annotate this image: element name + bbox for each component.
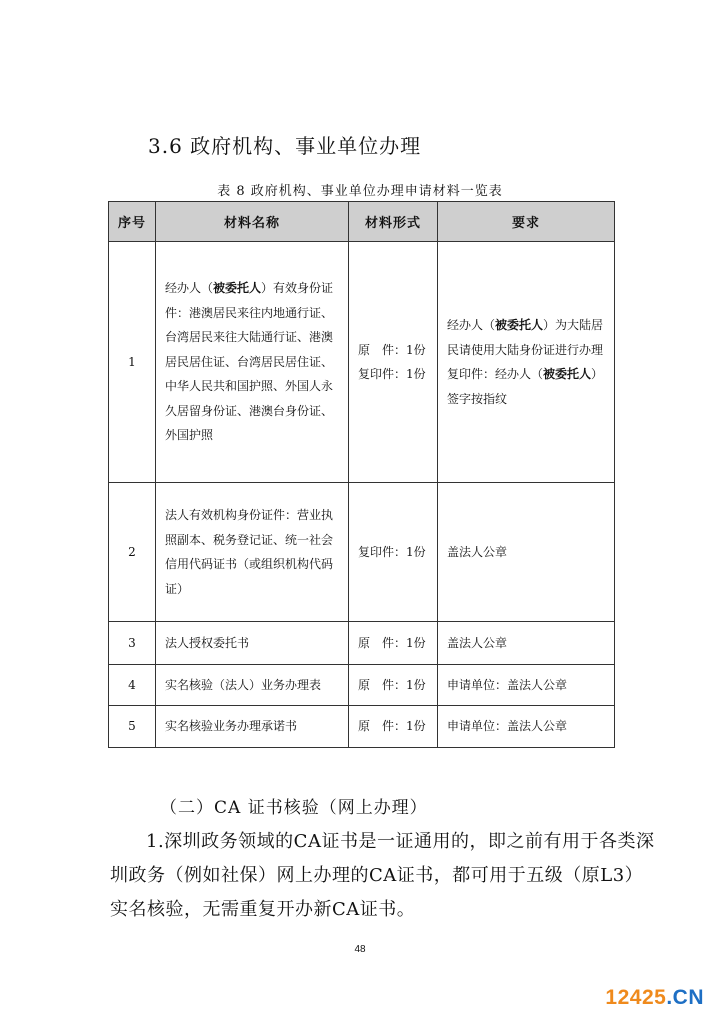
table-row: [109, 242, 615, 483]
requirement: 经办人（被委托人）为大陆居民请使用大陆身份证进行办理 复印件：经办人（被委托人）签字按指纹: [438, 242, 615, 483]
row-number: 3: [109, 622, 156, 665]
page-number: 48: [354, 944, 366, 955]
material-form: 原 件：1份 复印件：1份: [349, 242, 438, 483]
requirement: 盖法人公章: [438, 622, 615, 665]
materials-table: [108, 201, 615, 748]
material-form: 原 件：1份: [349, 706, 438, 748]
material-form: 原 件：1份: [349, 622, 438, 665]
row-number: 2: [109, 483, 156, 622]
material-name: 经办人（被委托人）有效身份证件：港澳居民来往内地通行证、台湾居民来往大陆通行证、港澳居民居住证、台湾居民居住证、中华人民共和国护照、外国人永久居留身份证、港澳台身份证、外国护照: [156, 242, 349, 483]
requirement: 盖法人公章: [438, 483, 615, 622]
requirement: 申请单位：盖法人公章: [438, 665, 615, 706]
subheading: （二）CA 证书核验（网上办理）: [160, 798, 428, 818]
table-caption: 表 8 政府机构、事业单位办理申请材料一览表: [217, 184, 503, 199]
material-form: 原 件：1份: [349, 665, 438, 706]
table-row: [109, 622, 615, 665]
row-number: 4: [109, 665, 156, 706]
header-material-name: 材料名称: [156, 202, 349, 242]
row-number: 1: [109, 242, 156, 483]
site-watermark: 12425.CN: [605, 986, 704, 1009]
header-requirement: 要求: [438, 202, 615, 242]
material-name: 实名核验（法人）业务办理表: [156, 665, 349, 706]
table-row: [109, 706, 615, 748]
material-name: 实名核验业务办理承诺书: [156, 706, 349, 748]
section-heading: 3.6 政府机构、事业单位办理: [148, 134, 422, 158]
material-name: 法人有效机构身份证件：营业执照副本、税务登记证、统一社会信用代码证书（或组织机构代码证）: [156, 483, 349, 622]
header-material-form: 材料形式: [349, 202, 438, 242]
requirement: 申请单位：盖法人公章: [438, 706, 615, 748]
material-form: 复印件：1份: [349, 483, 438, 622]
row-number: 5: [109, 706, 156, 748]
material-name: 法人授权委托书: [156, 622, 349, 665]
table-row: [109, 483, 615, 622]
header-number: 序号: [109, 202, 156, 242]
table-row: [109, 665, 615, 706]
body-paragraph: 1.深圳政务领域的CA证书是一证通用的，即之前有用于各类深圳政务（例如社保）网上办理的CA证书，都可用于五级（原L3）实名核验，无需重复开办新CA证书。: [110, 831, 655, 920]
table-header-row: [109, 202, 615, 242]
